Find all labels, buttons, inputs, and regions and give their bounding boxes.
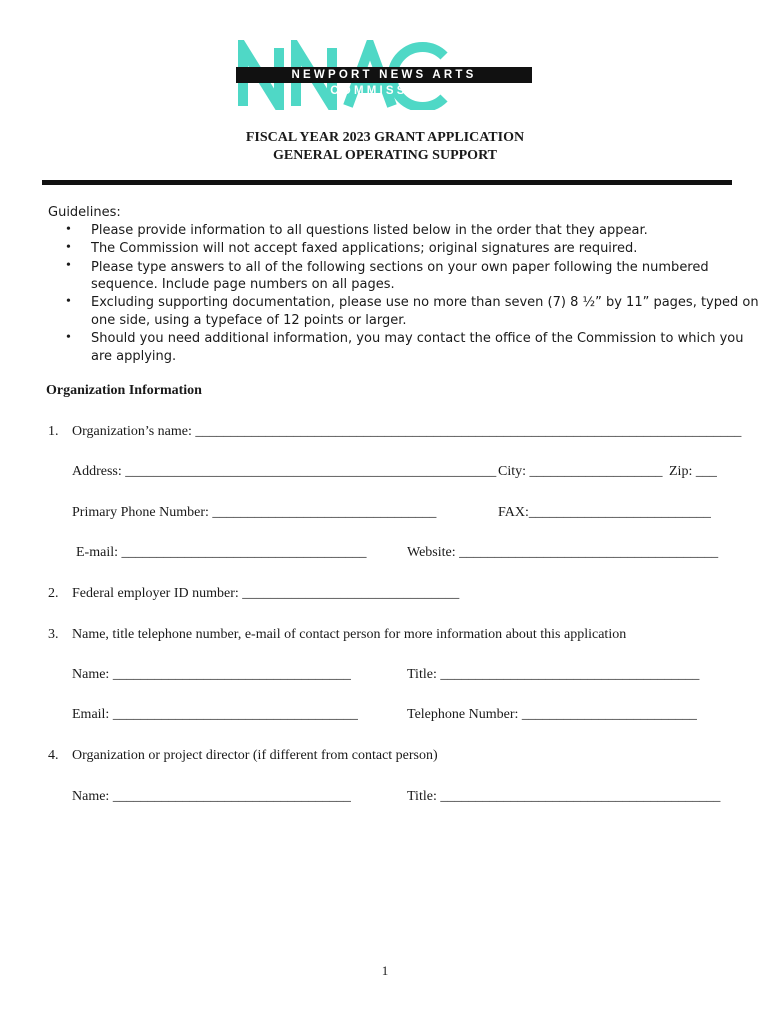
city-field[interactable]: City: ___________________ [498,464,663,479]
guideline-item: Excluding supporting documentation, please use no more than seven (7) 8 ½” by 11” pages, typed on [91,295,759,310]
contact-email-field[interactable]: Email: ___________________________________ [72,707,358,722]
q4-number: 4. [48,748,59,763]
bullet-icon: • [66,258,71,273]
form-title-line1: FISCAL YEAR 2023 GRANT APPLICATION [245,130,525,145]
logo-band-text: NEWPORT NEWS ARTS COMMISSION [291,69,477,97]
address-field[interactable]: Address: _____________________________________________________ [72,464,497,479]
bullet-icon: • [66,294,71,309]
website-field[interactable]: Website: _____________________________________ [407,545,719,560]
guideline-item: Should you need additional information, you may contact the office of the Commission to which you [91,331,744,346]
org-name-field[interactable]: Organization’s name: ______________________________________________________________________________ [72,424,742,439]
page-number: 1 [381,963,389,978]
federal-id-field[interactable]: Federal employer ID number: _______________________________ [72,586,460,601]
nnac-logo [236,40,532,110]
fax-field[interactable]: FAX:__________________________ [498,505,711,520]
bullet-icon: • [66,330,71,345]
bullet-icon: • [66,222,71,237]
guideline-item: Please provide information to all questions listed below in the order that they appear. [91,223,648,238]
bullet-icon: • [66,240,71,255]
director-title-field[interactable]: Title: ________________________________________ [407,789,721,804]
guideline-item-cont: sequence. Include page numbers on all pages. [91,277,395,292]
q3-question: Name, title telephone number, e-mail of contact person for more information about this application [72,627,627,642]
header-divider [42,180,732,185]
contact-telephone-field[interactable]: Telephone Number: _________________________ [407,707,697,722]
guideline-item: Please type answers to all of the following sections on your own paper following the numbered [91,260,709,275]
contact-name-field[interactable]: Name: __________________________________ [72,667,351,682]
guideline-item-cont: are applying. [91,349,177,364]
guideline-item-cont: one side, using a typeface of 12 points or larger. [91,313,407,328]
form-title-line2: GENERAL OPERATING SUPPORT [272,148,498,163]
contact-title-field[interactable]: Title: _____________________________________ [407,667,700,682]
q2-number: 2. [48,586,59,601]
email-field[interactable]: E-mail: ___________________________________ [76,545,367,560]
q3-number: 3. [48,627,59,642]
phone-field[interactable]: Primary Phone Number: ________________________________ [72,505,437,520]
q4-question: Organization or project director (if different from contact person) [72,748,438,763]
section-heading: Organization Information [46,383,202,398]
guideline-item: The Commission will not accept faxed applications; original signatures are required. [91,241,638,256]
q1-number: 1. [48,424,59,439]
guidelines-heading: Guidelines: [48,205,121,220]
zip-field[interactable]: Zip: ___ [669,464,717,479]
director-name-field[interactable]: Name: __________________________________ [72,789,351,804]
